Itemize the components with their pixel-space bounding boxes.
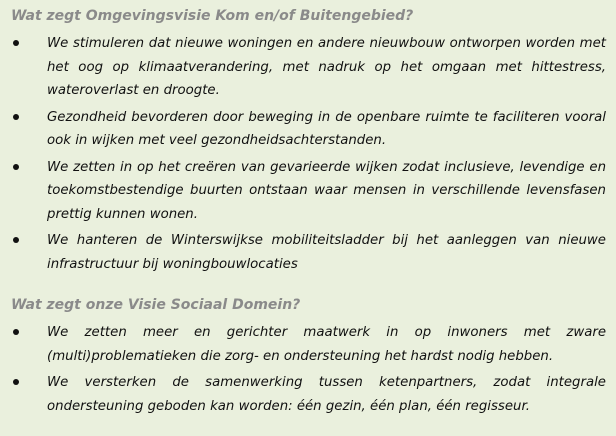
list-item <box>11 371 606 418</box>
omgevingsvisie-bullet-list <box>11 32 606 276</box>
section-heading-sociaal-domein: Wat zegt onze Visie Sociaal Domein? <box>11 297 301 313</box>
bullet-icon <box>13 379 19 385</box>
list-item <box>11 106 606 153</box>
bullet-icon <box>13 237 19 243</box>
bullet-icon <box>13 114 19 120</box>
list-item <box>11 156 606 227</box>
section-spacer <box>11 279 606 295</box>
bullet-icon <box>13 164 19 170</box>
list-item <box>11 32 606 103</box>
list-item <box>11 321 606 368</box>
section-heading-omgevingsvisie: Wat zegt Omgevingsvisie Kom en/of Buitengebied? <box>11 8 414 24</box>
list-item-text: We zetten meer en gerichter maatwerk in op inwoners met zware (multi)problematieken die zorg- en ondersteuning het hardst nodig hebben. <box>47 325 606 364</box>
list-item-text: Gezondheid bevorderen door beweging in de openbare ruimte te faciliteren vooral ook in wijken met veel gezondheidsachterstanden. <box>47 109 606 148</box>
bullet-icon <box>13 40 19 46</box>
list-item <box>11 229 606 276</box>
sociaal-domein-bullet-list <box>11 321 606 418</box>
list-item-text: We hanteren de Winterswijkse mobiliteitsladder bij het aanleggen van nieuwe infrastructuur bij woningbouwlocaties <box>47 233 606 272</box>
list-item-text: We zetten in op het creëren van gevarieerde wijken zodat inclusieve, levendige en toekomstbestendige buurten ontstaan waar mensen in verschillende levensfasen prettig kunnen wonen. <box>47 159 606 222</box>
bullet-icon <box>13 329 19 335</box>
list-item-text: We versterken de samenwerking tussen ketenpartners, zodat integrale ondersteuning geboden kan worden: één gezin, één plan, één regisseur. <box>47 375 606 414</box>
list-item-text: We stimuleren dat nieuwe woningen en andere nieuwbouw ontworpen worden met het oog op klimaatverandering, met nadruk op het omgaan met hittestress, wateroverlast en droogte. <box>47 36 606 98</box>
